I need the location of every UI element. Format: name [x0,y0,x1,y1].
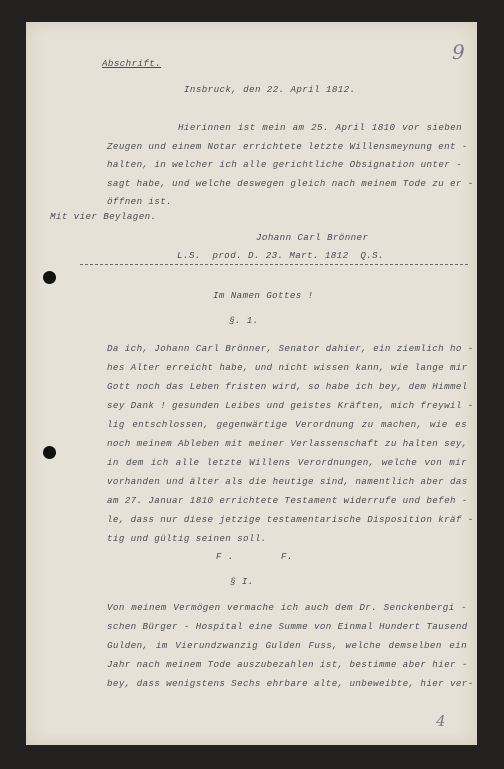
section-1-line: noch meinem Ableben mit meiner Verlassenschaft zu halten sey, [107,438,468,449]
invocation: Im Namen Gottes ! [213,290,314,301]
intro-line: Zeugen und einem Notar errichtete letzte Willensmeynung ent - [107,141,468,152]
page-mark-top: 9 [452,40,465,64]
section-2-line: Jahr nach meinem Tode auszubezahlen ist, bestimme aber hier - [107,659,468,670]
section-1-heading: §. 1. [229,315,259,326]
section-2-heading: § I. [230,576,254,587]
section-1-line: vorhanden und älter als die heutige sind, namentlich aber das [107,476,468,487]
signatory: Johann Carl Brönner [256,232,369,243]
intro-line: öffnen ist. [107,196,173,207]
section-1-line: sey Dank ! gesunden Leibes und geistes Kräften, mich freywil - [107,400,474,411]
section-1-sign: F . F. [216,551,293,562]
section-1-line: lig entschlossen, gegenwärtige Verordnung zu machen, wie es [107,419,467,430]
section-1-line: Gott noch das Leben fristen wird, so habe ich bey, dem Himmel [107,381,468,392]
section-1-line: le, dass nur diese jetzige testamentarische Disposition kräf - [107,514,474,525]
intro-line: sagt habe, und welche deswegen gleich nach meinem Tode zu er - [107,178,474,189]
section-2-line: bey, dass wenigstens Sechs ehrbare alte, unbeweibte, hier ver- [107,678,474,689]
section-1-line: hes Alter erreicht habe, und nicht wissen kann, wie lange mir [107,362,468,373]
seal-line: L.S. prod. D. 23. Mart. 1812 Q.S. [177,250,384,261]
section-1-line: in dem ich alle letzte Willens Verordnungen, welche von mir [107,457,467,468]
document-heading: Abschrift. [102,58,162,69]
separator-line [80,264,468,265]
punch-hole [43,446,56,459]
enclosures-note: Mit vier Beylagen. [50,211,157,222]
page-mark-bottom: 4 [436,712,446,730]
intro-line: halten, in welcher ich alle gerichtliche Obsignation unter - [107,159,462,170]
intro-line: Hierinnen ist mein am 25. April 1810 vor sieben [178,122,462,133]
section-2-line: Gulden, im Vierundzwanzig Gulden Fuss, welche demselben ein [107,640,467,651]
section-2-line: schen Bürger - Hospital eine Summe von Einmal Hundert Tausend [107,621,468,632]
section-1-line: Da ich, Johann Carl Brönner, Senator dahier, ein ziemlich ho - [107,343,474,354]
place-date: Insbruck, den 22. April 1812. [184,84,356,95]
section-1-line: am 27. Januar 1810 errichtete Testament widerrufe und befeh - [107,495,468,506]
section-1-line: tig und gültig seinen soll. [107,533,267,544]
section-2-line: Von meinem Vermögen vermache ich auch dem Dr. Senckenbergi - [107,602,467,613]
punch-hole [43,271,56,284]
